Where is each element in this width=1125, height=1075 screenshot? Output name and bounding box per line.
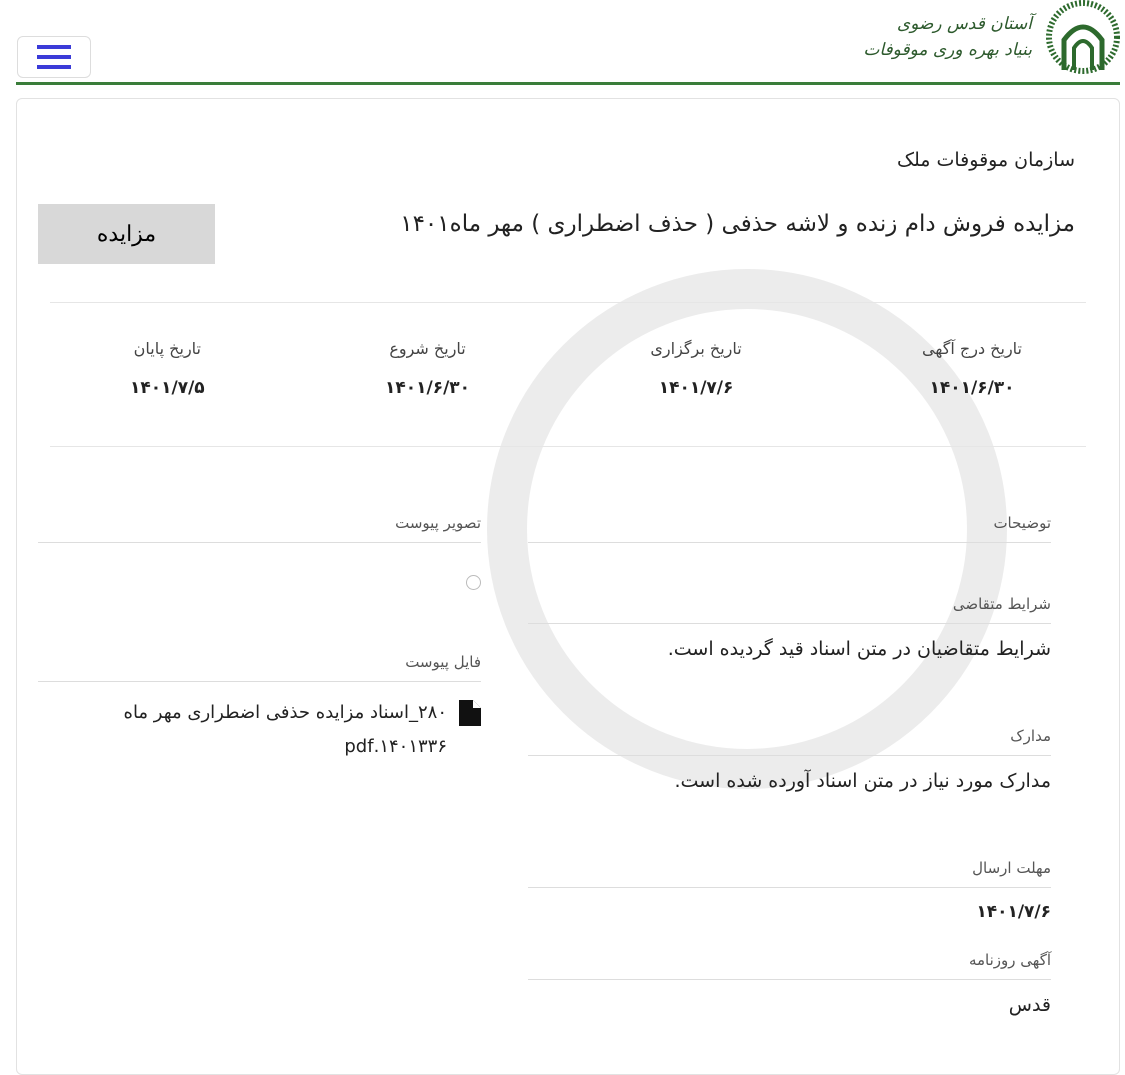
- file-attachment-label: فایل پیوست: [38, 653, 481, 682]
- deadline-value: ۱۴۰۱/۷/۶: [976, 902, 1051, 922]
- logo-text: آستان قدس رضوی بنیاد بهره وری موقوفات: [863, 14, 1032, 60]
- description-label: توضیحات: [528, 514, 1051, 543]
- divider: [50, 446, 1086, 447]
- auction-type-badge[interactable]: مزایده: [38, 204, 215, 264]
- conditions-label: شرایط متقاضی: [528, 595, 1051, 624]
- file-icon: [459, 700, 481, 726]
- image-attachment-label: تصویر پیوست: [38, 514, 481, 543]
- newspaper-value: قدس: [1008, 994, 1051, 1016]
- logo[interactable]: [863, 0, 1120, 74]
- file-name[interactable]: ۲۸۰_اسناد مزایده حذفی اضطراری مهر ماه ۱۴۰۱۳۳۶.pdf: [123, 702, 447, 757]
- dates-row: [50, 339, 1086, 398]
- date-held: تاریخ برگزاری ۱۴۰۱/۷/۶: [650, 339, 742, 398]
- date-end: تاریخ پایان ۱۴۰۱/۷/۵: [130, 339, 205, 398]
- image-radio[interactable]: [466, 575, 481, 590]
- shrine-logo-icon: [1046, 0, 1120, 74]
- site-header: [16, 0, 1120, 85]
- date-posted: تاریخ درج آگهی ۱۴۰۱/۶/۳۰: [922, 339, 1022, 398]
- hamburger-menu-button[interactable]: [17, 36, 91, 78]
- documents-label: مدارک: [528, 727, 1051, 756]
- attachments-column: [38, 514, 481, 764]
- page-title: مزایده فروش دام زنده و لاشه حذفی ( حذف اضطراری ) مهر ماه۱۴۰۱: [400, 211, 1075, 237]
- divider: [50, 302, 1086, 303]
- date-start: تاریخ شروع ۱۴۰۱/۶/۳۰: [385, 339, 471, 398]
- deadline-label: مهلت ارسال: [528, 859, 1051, 888]
- description-value: [528, 543, 1051, 595]
- documents-value: مدارک مورد نیاز در متن اسناد آورده شده است.: [674, 770, 1051, 792]
- details-column: [528, 514, 1051, 1016]
- auction-detail-card: [16, 98, 1120, 1075]
- organization-name: سازمان موقوفات ملک: [896, 149, 1075, 171]
- newspaper-label: آگهی روزنامه: [528, 951, 1051, 980]
- conditions-value: شرایط متقاضیان در متن اسناد قید گردیده است.: [667, 638, 1051, 660]
- attachment-file-link[interactable]: [38, 682, 481, 764]
